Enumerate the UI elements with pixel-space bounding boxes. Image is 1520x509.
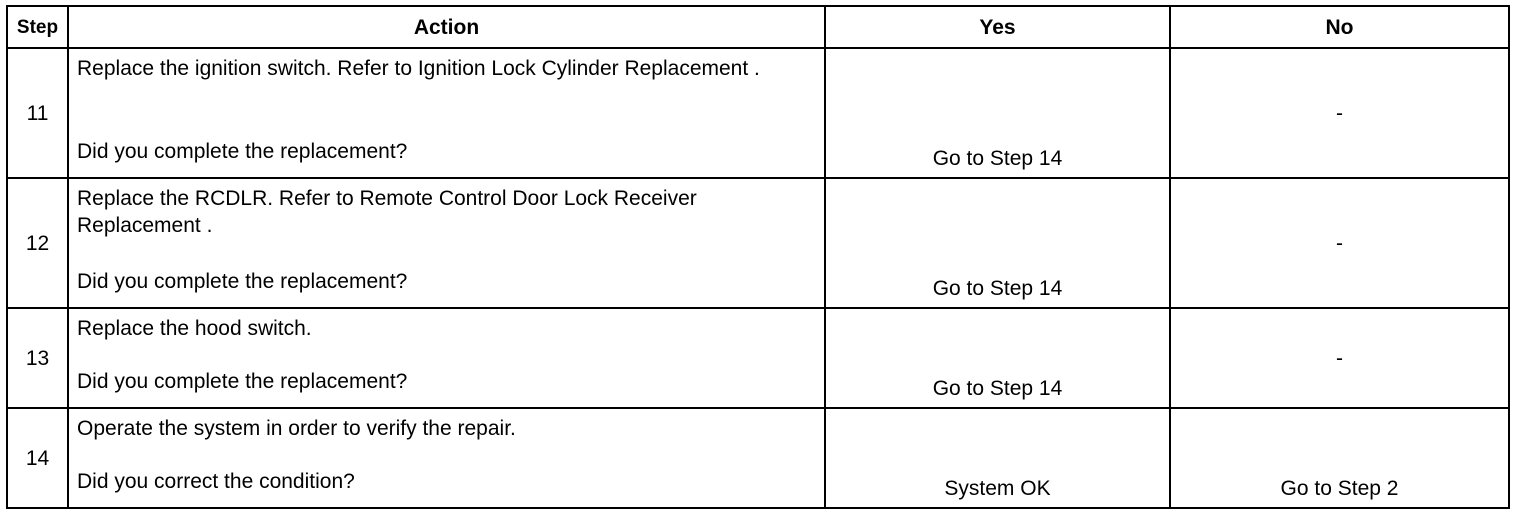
yes-result: System OK [825,408,1170,508]
action-cell [68,48,825,178]
action-instruction: Replace the ignition switch. Refer to Ignition Lock Cylinder Replacement . [77,57,760,80]
table-row [7,48,1509,178]
column-header-action: Action [68,6,825,48]
action-cell [68,308,825,408]
yes-result: Go to Step 14 [825,48,1170,178]
table-row [7,178,1509,308]
step-number: 12 [7,178,68,308]
step-number: 11 [7,48,68,178]
table-row [7,308,1509,408]
action-question: Did you complete the replacement? [77,370,408,393]
action-question: Did you complete the replacement? [77,270,408,293]
step-number: 13 [7,308,68,408]
column-header-no: No [1170,6,1509,48]
yes-result: Go to Step 14 [825,308,1170,408]
yes-result: Go to Step 14 [825,178,1170,308]
no-result: Go to Step 2 [1170,408,1509,508]
action-question: Did you correct the condition? [77,470,355,493]
table-row [7,408,1509,508]
no-result: - [1170,48,1509,178]
action-instruction: Replace the hood switch. [77,317,312,340]
action-cell [68,408,825,508]
action-cell [68,178,825,308]
column-header-step: Step [7,6,68,48]
no-result: - [1170,178,1509,308]
action-instruction: Operate the system in order to verify the repair. [77,417,516,440]
action-instruction: Replace the RCDLR. Refer to Remote Control Door Lock Receiver Replacement . [77,187,697,237]
column-header-yes: Yes [825,6,1170,48]
table-header-row [7,6,1509,48]
diagnostic-table [6,5,1510,509]
step-number: 14 [7,408,68,508]
no-result: - [1170,308,1509,408]
action-question: Did you complete the replacement? [77,140,408,163]
